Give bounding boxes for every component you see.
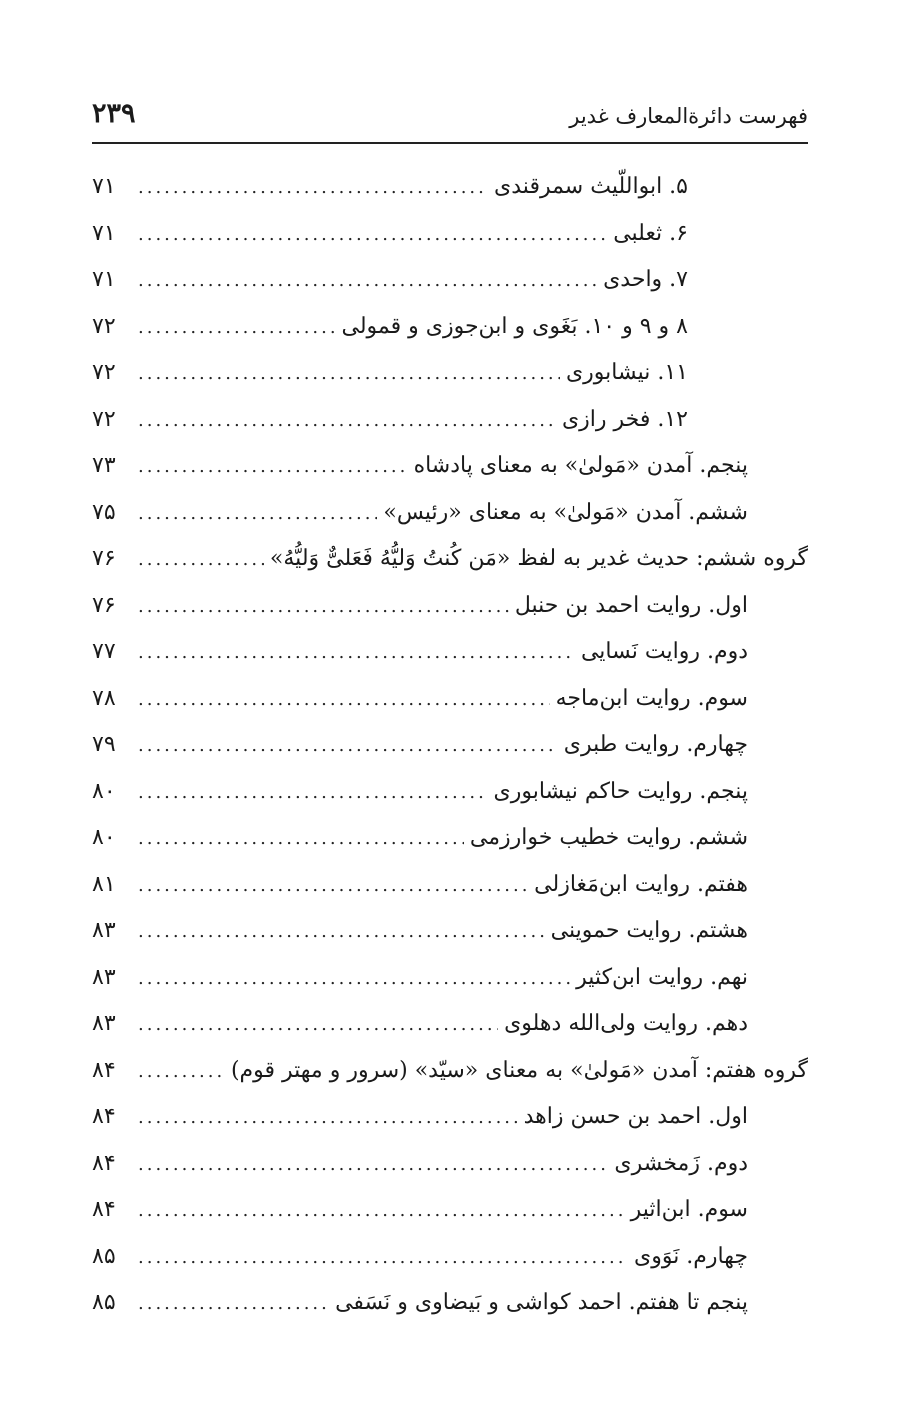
toc-entry: [92, 1280, 808, 1327]
toc-entry: [92, 490, 808, 537]
toc-entry-title: ۸ و ۹ و ۱۰. بَغَوی و ابن‌جوزی و قمولی: [341, 313, 688, 339]
dot-leader: [138, 956, 570, 1003]
toc-entry-title: دوم. روایت نَسایی: [580, 639, 748, 664]
toc-entry-page: ۷۲: [92, 406, 116, 432]
toc-entry-title: سوم. روایت ابن‌ماجه: [555, 685, 748, 711]
toc-entry: [92, 1234, 808, 1281]
dot-leader: [138, 816, 464, 863]
toc-entry-title: چهارم. نَوَوی: [633, 1243, 748, 1269]
toc-entry-page: ۸۴: [92, 1150, 116, 1176]
toc-entry-title: نهم. روایت ابن‌کثیر: [576, 964, 748, 990]
toc-entry: [92, 1187, 808, 1234]
dot-leader: [138, 584, 509, 631]
toc-entry-title: چهارم. روایت طبری: [563, 732, 748, 757]
toc-entry: [92, 583, 808, 630]
toc-entry-page: ۷۲: [92, 313, 116, 339]
toc-entry: [92, 257, 808, 304]
dot-leader: [138, 863, 528, 910]
toc-entry-page: ۷۳: [92, 453, 116, 478]
toc-entry: [92, 955, 808, 1002]
toc-entry-page: ۷۷: [92, 639, 116, 664]
dot-leader: [138, 1235, 628, 1282]
toc-entry-title: گروه ششم: حدیث غدیر به لفظ «مَن کُنتُ وَلیُّهُ فَعَلیٌّ وَلیُّهُ»: [269, 546, 808, 571]
dot-leader: [138, 165, 488, 212]
toc-entry-page: ۸۰: [92, 825, 116, 850]
toc-entry-page: ۷۱: [92, 174, 116, 199]
toc-entry-title: ۱۲. فخر رازی: [561, 406, 688, 432]
toc-entry-title: هشتم. روایت حموینی: [550, 918, 748, 943]
dot-leader: [138, 1095, 518, 1142]
toc-entry-title: ۱۱. نیشابوری: [565, 360, 688, 385]
toc-entry-page: ۷۶: [92, 592, 116, 618]
toc-entry: [92, 304, 808, 351]
dot-leader: [138, 1002, 498, 1049]
toc-entry-title: اول. احمد بن حسن زاهد: [523, 1104, 748, 1129]
dot-leader: [138, 1142, 608, 1189]
toc-entry-page: ۷۱: [92, 220, 116, 246]
dot-leader: [138, 1049, 225, 1096]
toc-entry-title: پنجم. روایت حاکم نیشابوری: [493, 778, 748, 804]
toc-entry: [92, 722, 808, 769]
toc-entry-title: ۶. ثعلبی: [613, 220, 688, 246]
page-header: [92, 96, 808, 144]
toc-entry: [92, 536, 808, 583]
toc-entry-page: ۷۸: [92, 685, 116, 711]
toc-entry-page: ۸۳: [92, 918, 116, 943]
toc-entry-page: ۸۵: [92, 1243, 116, 1269]
dot-leader: [138, 305, 335, 352]
toc-entry-title: دوم. زَمخشری: [614, 1150, 748, 1176]
toc-entry-title: ششم. روایت خطیب خوارزمی: [469, 825, 748, 850]
dot-leader: [138, 770, 487, 817]
toc-entry-page: ۸۰: [92, 778, 116, 804]
toc-entry: [92, 211, 808, 258]
toc-entry-page: ۷۵: [92, 499, 116, 525]
toc-entry: [92, 1048, 808, 1095]
toc-entry: [92, 1141, 808, 1188]
toc-entry: [92, 397, 808, 444]
toc-entry-title: گروه هفتم: آمدن «مَولیٰ» به معنای «سیّد» (سرور و مهتر قوم): [230, 1057, 808, 1083]
dot-leader: [138, 398, 556, 445]
toc-entry-title: ششم. آمدن «مَولیٰ» به معنای «رئیس»: [383, 499, 748, 525]
toc-entry: [92, 164, 808, 211]
toc-entry-title: هفتم. روایت ابن‌مَغازلی: [534, 871, 748, 897]
toc-entry: [92, 443, 808, 490]
toc-entry-page: ۷۱: [92, 267, 116, 292]
toc-entry: [92, 1094, 808, 1141]
table-of-contents: [92, 164, 808, 1327]
toc-entry: [92, 815, 808, 862]
toc-entry-page: ۸۳: [92, 1011, 116, 1036]
toc-entry: [92, 908, 808, 955]
dot-leader: [138, 677, 550, 724]
toc-entry-title: دهم. روایت ولی‌الله دهلوی: [504, 1011, 748, 1036]
toc-entry: [92, 1001, 808, 1048]
toc-entry-page: ۷۲: [92, 360, 116, 385]
dot-leader: [138, 630, 575, 677]
toc-entry-page: ۸۴: [92, 1057, 116, 1083]
toc-entry: [92, 769, 808, 816]
toc-entry-title: پنجم. آمدن «مَولیٰ» به معنای پادشاه: [413, 453, 748, 478]
dot-leader: [138, 491, 377, 538]
toc-entry-title: ۵. ابواللّیث سمرقندی: [494, 174, 688, 199]
toc-entry-page: ۸۳: [92, 964, 116, 990]
toc-entry-title: پنجم تا هفتم. احمد کواشی و بَیضاوی و نَسَفی: [335, 1290, 748, 1315]
dot-leader: [138, 351, 560, 398]
page-number: ۲۳۹: [92, 98, 136, 129]
dot-leader: [138, 537, 264, 584]
dot-leader: [138, 258, 597, 305]
dot-leader: [138, 212, 607, 259]
toc-entry-title: اول. روایت احمد بن حنبل: [514, 592, 748, 618]
running-title: فهرست دائرةالمعارف غدیر: [569, 104, 808, 128]
toc-entry: [92, 676, 808, 723]
toc-entry-page: ۷۶: [92, 546, 116, 571]
toc-entry-page: ۸۵: [92, 1290, 116, 1315]
toc-entry-page: ۸۴: [92, 1104, 116, 1129]
toc-entry-title: سوم. ابن‌اثیر: [630, 1197, 748, 1222]
toc-entry-title: ۷. واحدی: [603, 267, 688, 292]
dot-leader: [138, 1281, 329, 1328]
toc-entry: [92, 350, 808, 397]
dot-leader: [138, 1188, 625, 1235]
toc-entry-page: ۷۹: [92, 732, 116, 757]
toc-entry-page: ۸۱: [92, 871, 116, 897]
toc-entry: [92, 862, 808, 909]
toc-entry-page: ۸۴: [92, 1197, 116, 1222]
toc-entry: [92, 629, 808, 676]
dot-leader: [138, 444, 408, 491]
dot-leader: [138, 909, 545, 956]
dot-leader: [138, 723, 558, 770]
